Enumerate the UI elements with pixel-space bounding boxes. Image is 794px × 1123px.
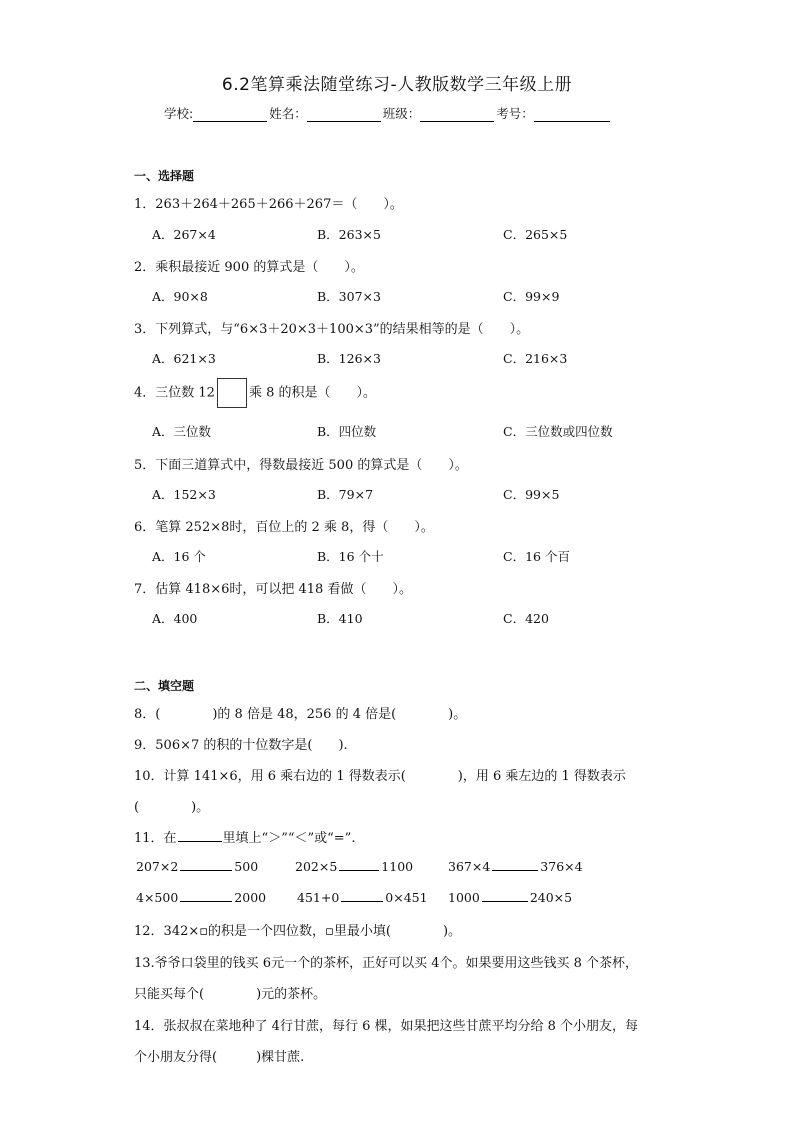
q4-option-c[interactable]: C．三位数或四位数 <box>503 424 613 439</box>
q4-digit-box[interactable] <box>217 378 247 408</box>
q4-option-b[interactable]: B．四位数 <box>317 424 377 439</box>
q3-option-a[interactable]: A．621×3 <box>152 351 216 366</box>
q11-compare-4 <box>136 889 266 905</box>
q11-left-expr: 451+0 <box>297 890 340 905</box>
name-field[interactable] <box>307 107 381 122</box>
q11-text-after: 里填上“＞”“＜”或“=”. <box>222 831 356 846</box>
question-8: 8．( )的 8 倍是 48，256 的 4 倍是( )。 <box>134 707 467 722</box>
question-3: 3．下列算式，与“6×3＋20×3＋100×3”的结果相等的是（ ）。 <box>134 322 530 337</box>
question-14-line-2: 个小朋友分得( )棵甘蔗. <box>134 1050 305 1065</box>
q5-option-c[interactable]: C．99×5 <box>503 487 560 502</box>
question-14-line-1: 14．张叔叔在菜地种了 4行甘蔗，每行 6 棵，如果把这些甘蔗平均分给 8 个小朋友，每 <box>134 1019 639 1034</box>
q5-option-b[interactable]: B．79×7 <box>317 487 374 502</box>
q11-compare-1 <box>136 858 258 874</box>
section-fill-heading: 二、填空题 <box>134 679 195 693</box>
q11-right-expr: 500 <box>234 859 259 874</box>
q1-option-b[interactable]: B．263×5 <box>317 227 381 242</box>
question-2: 2．乘积最接近 900 的算式是（ ）。 <box>134 260 364 275</box>
school-label: 学校: <box>164 106 194 121</box>
q11-left-expr: 1000 <box>448 890 480 905</box>
page-title: 6.2笔算乘法随堂练习-人教版数学三年级上册 <box>221 75 573 95</box>
q11-left-expr: 4×500 <box>136 890 179 905</box>
q7-option-b[interactable]: B．410 <box>317 611 363 626</box>
question-7: 7．估算 418×6时，可以把 418 看做（ ）。 <box>134 582 412 597</box>
q11-right-expr: 0×451 <box>385 890 428 905</box>
q6-option-b[interactable]: B．16 个十 <box>317 549 384 564</box>
q2-option-b[interactable]: B．307×3 <box>317 289 381 304</box>
q11-answer-blank[interactable] <box>482 889 528 902</box>
q4-text-after: 乘 8 的积是（ ）。 <box>248 385 376 401</box>
number-label: 考号： <box>496 106 534 121</box>
school-field[interactable] <box>193 107 267 122</box>
question-13-line-2: 只能买每个( )元的茶杯。 <box>134 987 327 1002</box>
q11-answer-blank[interactable] <box>180 889 232 902</box>
question-4 <box>134 378 376 408</box>
question-11 <box>134 827 355 846</box>
question-10-line-2: ( )。 <box>134 800 210 815</box>
number-field[interactable] <box>534 107 610 122</box>
q11-answer-blank[interactable] <box>341 889 383 902</box>
class-field[interactable] <box>420 107 494 122</box>
q2-option-c[interactable]: C．99×9 <box>503 289 560 304</box>
q11-right-expr: 2000 <box>234 890 267 905</box>
q6-option-c[interactable]: C．16 个百 <box>503 549 570 564</box>
q7-option-c[interactable]: C．420 <box>503 611 549 626</box>
name-label: 姓名： <box>269 106 307 121</box>
question-6: 6．笔算 252×8时，百位上的 2 乘 8，得（ ）。 <box>134 520 434 535</box>
q11-left-expr: 207×2 <box>136 859 179 874</box>
section-choice-heading: 一、选择题 <box>134 169 195 183</box>
q2-option-a[interactable]: A．90×8 <box>152 289 208 304</box>
q11-right-expr: 376×4 <box>540 859 583 874</box>
q1-option-a[interactable]: A．267×4 <box>152 227 216 242</box>
q3-option-c[interactable]: C．216×3 <box>503 351 568 366</box>
q11-compare-2 <box>295 858 413 874</box>
question-9: 9．506×7 的积的十位数字是( ). <box>134 738 348 753</box>
q4-option-a[interactable]: A．三位数 <box>152 424 212 439</box>
q11-answer-blank[interactable] <box>339 858 379 871</box>
student-info-row <box>164 104 612 122</box>
q11-left-expr: 202×5 <box>295 859 338 874</box>
q11-compare-6 <box>448 889 572 905</box>
q3-option-b[interactable]: B．126×3 <box>317 351 381 366</box>
q11-right-expr: 240×5 <box>529 890 573 905</box>
question-5: 5．下面三道算式中，得数最接近 500 的算式是（ ）。 <box>134 458 468 473</box>
q7-option-a[interactable]: A．400 <box>152 611 198 626</box>
q1-option-c[interactable]: C．265×5 <box>503 227 568 242</box>
question-13-line-1: 13.爷爷口袋里的钱买 6元一个的茶杯，正好可以买 4个。如果要用这些钱买 8 个茶杯， <box>134 956 639 971</box>
q11-right-expr: 1100 <box>381 859 414 874</box>
q11-blank[interactable] <box>178 829 222 842</box>
question-10-line-1: 10．计算 141×6，用 6 乘右边的 1 得数表示( )，用 6 乘左边的 1 得数表示 <box>134 769 626 784</box>
q11-left-expr: 367×4 <box>448 859 491 874</box>
q11-answer-blank[interactable] <box>492 858 538 871</box>
q4-text-before: 4．三位数 12 <box>134 385 215 401</box>
q6-option-a[interactable]: A．16 个 <box>152 549 206 564</box>
q5-option-a[interactable]: A．152×3 <box>152 487 216 502</box>
q11-compare-5 <box>297 889 428 905</box>
class-label: 班级： <box>382 106 421 121</box>
q11-compare-3 <box>448 858 583 874</box>
q11-answer-blank[interactable] <box>180 858 232 871</box>
question-1: 1．263＋264＋265＋266＋267＝（ ）。 <box>134 197 403 212</box>
q11-text-before: 11．在 <box>134 831 177 846</box>
question-12: 12．342×▫的积是一个四位数，▫里最小填( )。 <box>134 924 462 939</box>
